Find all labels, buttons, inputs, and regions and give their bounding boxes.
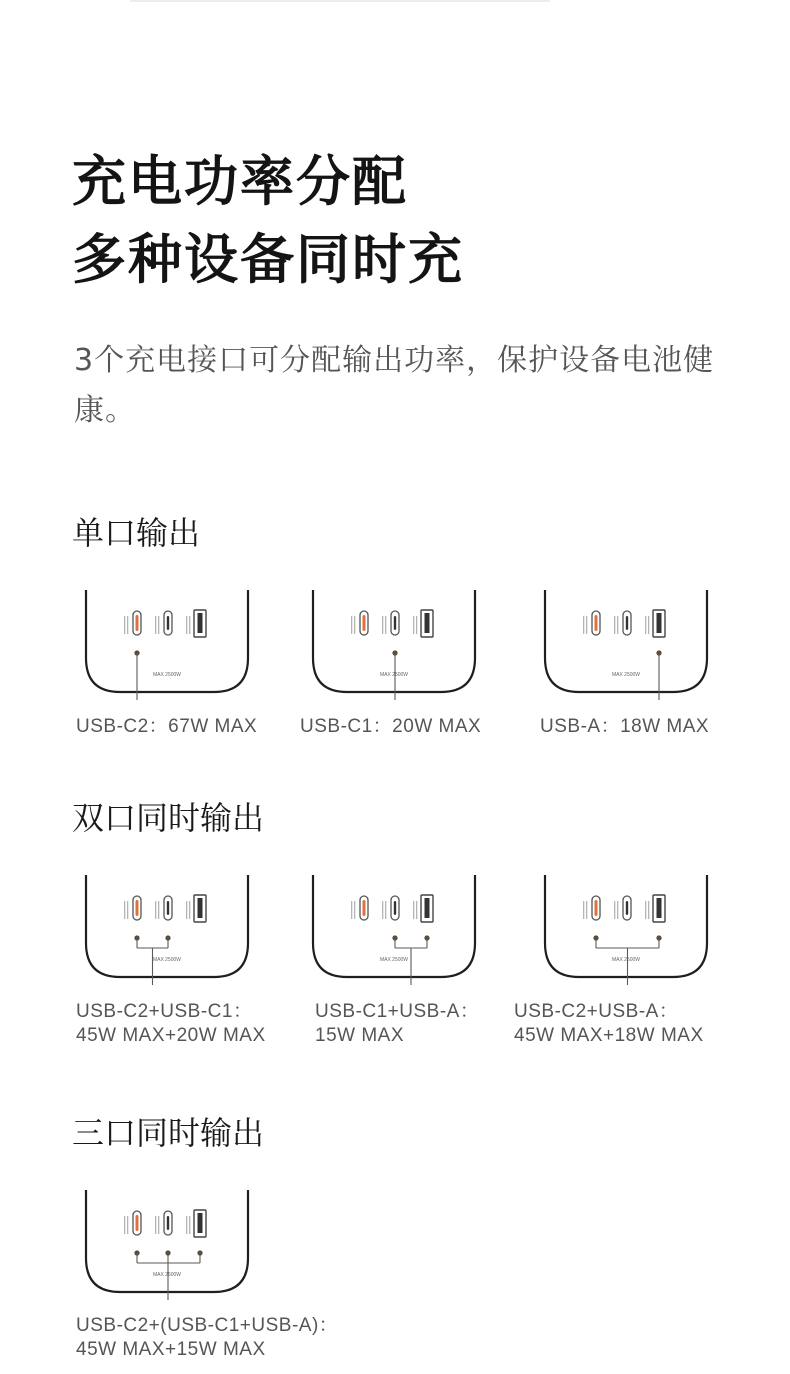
port-spec-text-mark xyxy=(158,901,159,919)
label-dual-usb-c1-usb-a xyxy=(315,1000,479,1048)
port-spec-text-mark xyxy=(648,901,649,919)
label-single-usb-c2 xyxy=(76,715,257,739)
port-spec-text-mark xyxy=(617,616,618,634)
usb-c2-port-accent xyxy=(363,900,366,916)
max-power-text: MAX 2500W xyxy=(152,1272,182,1278)
port-spec-text-mark xyxy=(385,616,386,634)
port-spec-text-mark xyxy=(124,616,125,634)
max-power-text: MAX 2500W xyxy=(379,957,409,963)
usb-a-port-inner xyxy=(657,898,662,918)
port-spec-text-mark xyxy=(385,901,386,919)
section-title-triple: 三口同时输出 xyxy=(72,1114,265,1152)
label-line: USB-C2：67W MAX xyxy=(76,716,258,737)
port-spec-text-mark xyxy=(382,616,383,634)
label-single-usb-c1 xyxy=(300,715,481,739)
usb-c2-port-accent xyxy=(136,900,139,916)
port-spec-text-mark xyxy=(155,1216,156,1234)
port-spec-text-mark xyxy=(351,901,352,919)
label-line: 45W MAX+18W MAX xyxy=(514,1025,704,1046)
port-spec-text-mark xyxy=(354,901,355,919)
port-spec-text-mark xyxy=(617,901,618,919)
port-spec-text-mark xyxy=(124,1216,125,1234)
usb-a-port-inner xyxy=(198,898,203,918)
label-line: 45W MAX+15W MAX xyxy=(76,1339,266,1360)
label-line: USB-C2+(USB-C1+USB-A)： xyxy=(76,1315,339,1336)
label-triple-all-ports xyxy=(76,1314,338,1362)
port-spec-text-mark xyxy=(124,901,125,919)
label-line: USB-C1+USB-A： xyxy=(315,1001,480,1022)
port-spec-text-mark xyxy=(416,901,417,919)
max-power-text: MAX 2500W xyxy=(379,672,409,678)
max-power-text: MAX 2500W xyxy=(611,957,641,963)
power-strip-drawing xyxy=(311,875,481,985)
port-spec-text-mark xyxy=(155,901,156,919)
port-spec-text-mark xyxy=(186,1216,187,1234)
usb-c2-port-accent xyxy=(136,1215,139,1231)
port-spec-text-mark xyxy=(583,901,584,919)
port-spec-text-mark xyxy=(614,616,615,634)
max-power-text: MAX 2500W xyxy=(611,672,641,678)
power-strip-drawing xyxy=(543,875,713,985)
section-title-dual: 双口同时输出 xyxy=(72,799,265,837)
max-power-text: MAX 2500W xyxy=(152,957,182,963)
label-line: 45W MAX+20W MAX xyxy=(76,1025,266,1046)
port-spec-text-mark xyxy=(583,616,584,634)
label-line: USB-A：18W MAX xyxy=(540,716,710,737)
port-diagram-usb-c1 xyxy=(311,590,481,700)
label-line: USB-C2+USB-A： xyxy=(514,1001,679,1022)
power-strip-drawing xyxy=(84,590,254,700)
usb-c2-port-accent xyxy=(363,615,366,631)
port-spec-text-mark xyxy=(189,901,190,919)
max-power-text: MAX 2500W xyxy=(152,672,182,678)
port-diagram-usb-a xyxy=(543,590,713,700)
label-dual-usb-c2-usb-c1 xyxy=(76,1000,266,1048)
port-spec-text-mark xyxy=(351,616,352,634)
usb-c1-port-inner xyxy=(626,616,628,630)
usb-a-port-inner xyxy=(425,898,430,918)
usb-c2-port-accent xyxy=(595,615,598,631)
port-spec-text-mark xyxy=(189,616,190,634)
port-spec-text-mark xyxy=(586,901,587,919)
usb-c1-port-inner xyxy=(626,901,628,915)
usb-a-port-inner xyxy=(425,613,430,633)
page-title-line2: 多种设备同时充 xyxy=(72,228,464,291)
port-spec-text-mark xyxy=(354,616,355,634)
port-spec-text-mark xyxy=(382,901,383,919)
usb-c1-port-inner xyxy=(394,616,396,630)
port-spec-text-mark xyxy=(586,616,587,634)
port-spec-text-mark xyxy=(413,616,414,634)
port-spec-text-mark xyxy=(127,1216,128,1234)
usb-c2-port-accent xyxy=(136,615,139,631)
power-strip-drawing xyxy=(84,875,254,985)
port-spec-text-mark xyxy=(155,616,156,634)
port-diagram-usb-c2-usb-a xyxy=(543,875,713,985)
usb-c1-port-inner xyxy=(167,901,169,915)
port-spec-text-mark xyxy=(614,901,615,919)
port-diagram-usb-c2-usb-c1 xyxy=(84,875,254,985)
port-spec-text-mark xyxy=(158,1216,159,1234)
label-single-usb-a xyxy=(540,715,709,739)
port-spec-text-mark xyxy=(189,1216,190,1234)
usb-a-port-inner xyxy=(198,1213,203,1233)
label-line: 15W MAX xyxy=(315,1025,405,1046)
top-divider xyxy=(130,0,550,2)
port-spec-text-mark xyxy=(127,901,128,919)
usb-c1-port-inner xyxy=(167,1216,169,1230)
label-line: USB-C2+USB-C1： xyxy=(76,1001,253,1022)
port-diagram-usb-c2 xyxy=(84,590,254,700)
port-spec-text-mark xyxy=(648,616,649,634)
port-spec-text-mark xyxy=(186,901,187,919)
power-strip-drawing xyxy=(84,1190,254,1300)
usb-a-port-inner xyxy=(198,613,203,633)
power-strip-drawing xyxy=(543,590,713,700)
power-strip-drawing xyxy=(311,590,481,700)
label-line: USB-C1：20W MAX xyxy=(300,716,482,737)
port-spec-text-mark xyxy=(645,616,646,634)
usb-c2-port-accent xyxy=(595,900,598,916)
section-title-single: 单口输出 xyxy=(72,514,201,552)
page-title-line1: 充电功率分配 xyxy=(72,150,408,213)
page-subtitle: 3个充电接口可分配输出功率，保护设备电池健康。 xyxy=(74,343,715,428)
label-dual-usb-c2-usb-a xyxy=(514,1000,704,1048)
usb-c1-port-inner xyxy=(167,616,169,630)
port-spec-text-mark xyxy=(186,616,187,634)
port-spec-text-mark xyxy=(158,616,159,634)
usb-a-port-inner xyxy=(657,613,662,633)
port-spec-text-mark xyxy=(413,901,414,919)
port-diagram-all-ports xyxy=(84,1190,254,1300)
port-diagram-usb-c1-usb-a xyxy=(311,875,481,985)
port-spec-text-mark xyxy=(127,616,128,634)
port-spec-text-mark xyxy=(645,901,646,919)
port-spec-text-mark xyxy=(416,616,417,634)
usb-c1-port-inner xyxy=(394,901,396,915)
